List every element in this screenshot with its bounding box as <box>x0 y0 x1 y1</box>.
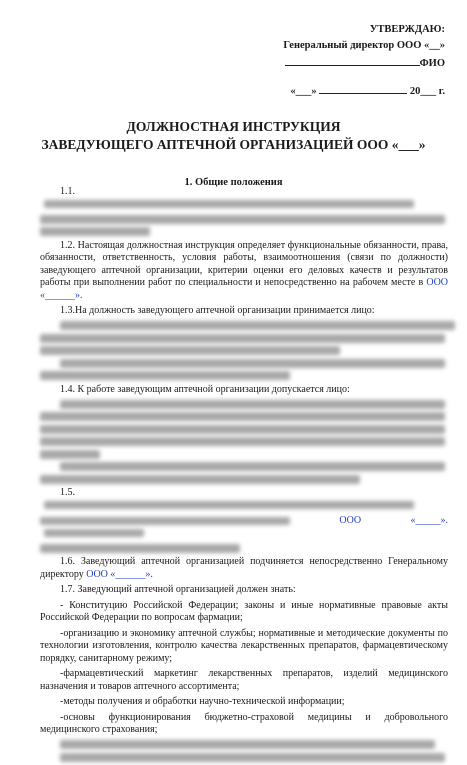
approval-position: Генеральный директор ООО «__» <box>283 40 445 51</box>
blurred-text <box>44 501 414 509</box>
blurred-text <box>60 462 445 471</box>
blurred-text <box>60 359 445 368</box>
p1-1-number: 1.1. <box>60 186 75 197</box>
knowledge-item-1: - Конституцию Российской Федерации; законы и иные нормативные правовые акты Российской Федерации по вопросам фармации; <box>40 599 448 623</box>
knowledge-item-4: -методы получения и обработки научно-технической информации; <box>60 696 345 707</box>
blurred-text <box>40 371 290 380</box>
paragraph-1-5 <box>40 487 448 512</box>
blurred-text <box>40 450 100 459</box>
blurred-text <box>60 400 445 409</box>
blurred-text <box>40 425 445 434</box>
date-day: «___» <box>290 86 317 97</box>
blurred-text <box>40 437 445 446</box>
date-year: 20___ г. <box>409 86 445 97</box>
blurred-text <box>40 346 340 355</box>
blurred-text <box>40 517 290 525</box>
paragraph-1-6 <box>40 556 448 581</box>
company-link[interactable]: ООО «______». <box>40 277 449 301</box>
blurred-text <box>40 334 445 343</box>
blurred-text <box>44 529 144 537</box>
section-heading: 1. Общие положения <box>184 177 283 188</box>
p1-5-number: 1.5. <box>60 487 75 498</box>
paragraph-1-3: 1.3.На должность заведующего аптечной организации принимается лицо: <box>60 305 375 316</box>
title-line-1: ДОЛЖНОСТНАЯ ИНСТРУКЦИЯ <box>126 119 341 134</box>
blurred-text <box>40 544 240 553</box>
paragraph-1-4: 1.4. К работе заведующим аптечной организации допускается лицо: <box>60 383 350 395</box>
blurred-text <box>40 215 445 224</box>
p1-2-text: 1.2. Настоящая должностная инструкция определяет функциональные обязанности, права, обязанности, ответственность, условия работы, взаимоотношения (связи по должности) заведующего аптечной организации, критерии оценки его деловых качеств и результатов работы при выполнении работ по специальности и непосредственно на рабочем месте в <box>40 239 448 288</box>
approval-block <box>255 22 445 100</box>
blurred-text <box>40 475 360 484</box>
paragraph-1-2 <box>40 240 448 303</box>
name-blank <box>285 54 420 66</box>
company-link-2[interactable]: ООО «_____». <box>339 515 449 526</box>
blurred-text <box>60 753 445 762</box>
approval-date <box>255 82 445 100</box>
p1-6-text: 1.6. Заведующий аптечной организацией подчиняется непосредственно Генеральному директору <box>40 556 448 580</box>
blurred-text <box>40 412 445 421</box>
document-title <box>0 118 467 154</box>
knowledge-item-5: -основы функционирования бюджетно-страховой медицины и добровольного медицинского страхования; <box>40 711 448 735</box>
paragraph-1-7: 1.7. Заведующий аптечной организацией должен знать: <box>60 584 296 595</box>
title-line-2: ЗАВЕДУЮЩЕГО АПТЕЧНОЙ ОРГАНИЗАЦИЕЙ ООО «___» <box>41 137 426 152</box>
document-body <box>40 186 448 765</box>
paragraph-1-1 <box>40 186 448 211</box>
knowledge-item-3: -фармацевтический маркетинг лекарственных препаратов, изделий медицинского назначения и товаров аптечного ассортимента; <box>40 668 448 692</box>
blurred-text <box>60 321 455 330</box>
blurred-text <box>40 227 150 236</box>
approval-name-line <box>255 54 445 72</box>
paragraph-1-5-cont <box>40 515 448 540</box>
blurred-text <box>60 740 435 749</box>
approval-title: УТВЕРЖДАЮ: <box>369 24 445 35</box>
date-month-blank <box>319 82 407 94</box>
knowledge-item-2: -организацию и экономику аптечной службы; нормативные и методические документы по технологии изготовления, контролю качества лекарственных препаратов, фармацевтическому порядку, санитарному режиму; <box>40 627 448 664</box>
company-link-3[interactable]: ООО «______». <box>86 568 153 580</box>
blurred-text <box>44 200 414 208</box>
approval-name-suffix: ФИО <box>419 58 445 69</box>
